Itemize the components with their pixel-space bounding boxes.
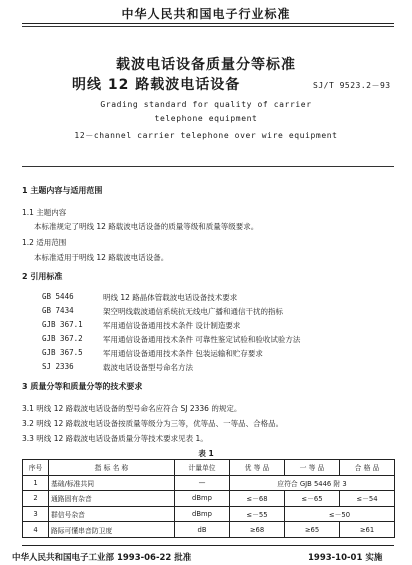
row-value-qualified: ≤－54 — [340, 491, 395, 507]
org-header-title: 中华人民共和国电子行业标准 — [121, 7, 291, 21]
ref-title: 明线 12 路晶体管载波电话设备技术要求 — [103, 293, 238, 302]
section2-heading: 2 引用标准 — [22, 272, 63, 281]
col-header-no: 序号 — [23, 460, 49, 476]
doc-title-sub: 明线 12 路载波电话设备 — [72, 77, 241, 93]
row-unit: dB — [175, 522, 230, 538]
ref-title: 军用通信设备通用技术条件 包装运输和贮存要求 — [103, 349, 263, 358]
row-name: 通路固有杂音 — [49, 491, 175, 507]
table-header-row — [23, 460, 395, 476]
row-unit: — — [175, 475, 230, 491]
section1-heading: 1 主题内容与适用范围 — [22, 186, 103, 195]
header-rule-top — [22, 23, 394, 24]
header-rule-bottom — [22, 26, 394, 27]
section1-1-heading: 1.1 主题内容 — [22, 208, 67, 217]
row-value-superior: ≤－68 — [230, 491, 285, 507]
col-header-grade-first: 一 等 品 — [285, 460, 340, 476]
row-value-superior: ≥68 — [230, 522, 285, 538]
ref-code: SJ 2336 — [42, 362, 74, 371]
col-header-unit: 计量单位 — [175, 460, 230, 476]
ref-title: 载波电话设备型号命名方法 — [103, 363, 193, 372]
ref-title: 军用通信设备通用技术条件 设计制造要求 — [103, 321, 241, 330]
row-value-first: ≤－65 — [285, 491, 340, 507]
section3-heading: 3 质量分等和质量分等的技术要求 — [22, 382, 143, 391]
footer-rule — [22, 545, 394, 546]
standard-number: SJ/T 9523.2－93 — [313, 81, 391, 90]
row-unit: dBmp — [175, 506, 230, 522]
row-value-first: ≥65 — [285, 522, 340, 538]
row-no: 3 — [23, 506, 49, 522]
english-title-line3: 12－channel carrier telephone over wire equipment — [74, 131, 338, 140]
section1-2-heading: 1.2 适用范围 — [22, 238, 67, 247]
doc-title-main: 载波电话设备质量分等标准 — [116, 57, 296, 73]
row-value-merged: ≤－50 — [285, 506, 395, 522]
section3-2-text: 3.2 明线 12 路载波电话设备按质量等级分为三等，优等品、一等品、合格品。 — [22, 419, 284, 428]
ref-title: 军用通信设备通用技术条件 可靠性鉴定试验和验收试验方法 — [103, 335, 301, 344]
table-row — [23, 491, 395, 507]
col-header-grade-qualified: 合 格 品 — [340, 460, 395, 476]
row-value-qualified: ≥61 — [340, 522, 395, 538]
english-title-line1: Grading standard for quality of carrier — [100, 100, 312, 109]
ref-title: 架空明线载波通信系统抗无线电广播和通信干扰的指标 — [103, 307, 283, 316]
section1-1-text: 本标准规定了明线 12 路载波电话设备的质量等级和质量等级要求。 — [34, 222, 259, 231]
ref-code: GB 7434 — [42, 306, 74, 315]
row-name: 路际可懂串音防卫度 — [49, 522, 175, 538]
row-name: 群信号杂音 — [49, 506, 175, 522]
table-row — [23, 522, 395, 538]
ref-code: GJB 367.5 — [42, 348, 83, 357]
ref-code: GJB 367.2 — [42, 334, 83, 343]
implementation-date: 1993-10-01 实施 — [308, 553, 383, 563]
section3-1-text: 3.1 明线 12 路载波电话设备的型号命名应符合 SJ 2336 的规定。 — [22, 404, 242, 413]
col-header-name: 指 标 名 称 — [49, 460, 175, 476]
row-unit: dBmp — [175, 491, 230, 507]
approval-date: 中华人民共和国电子工业部 1993-06-22 批准 — [12, 553, 192, 563]
section3-3-text: 3.3 明线 12 路载波电话设备质量分等技术要求见表 1。 — [22, 434, 208, 443]
row-no: 1 — [23, 475, 49, 491]
section1-2-text: 本标准适用于明线 12 路载波电话设备。 — [34, 253, 169, 262]
english-title-line2: telephone equipment — [154, 114, 258, 123]
table-row — [23, 506, 395, 522]
row-value-merged: 应符合 GJB 5446 附 3 — [230, 475, 395, 491]
ref-code: GJB 367.1 — [42, 320, 83, 329]
requirements-table — [22, 459, 395, 538]
row-value-superior: ≤－55 — [230, 506, 285, 522]
table-caption: 表 1 — [198, 449, 214, 458]
row-no: 4 — [23, 522, 49, 538]
ref-code: GB 5446 — [42, 292, 74, 301]
row-no: 2 — [23, 491, 49, 507]
body-divider — [22, 166, 394, 167]
row-name: 基础/标准共同 — [49, 475, 175, 491]
col-header-grade-superior: 优 等 品 — [230, 460, 285, 476]
table-row — [23, 475, 395, 491]
